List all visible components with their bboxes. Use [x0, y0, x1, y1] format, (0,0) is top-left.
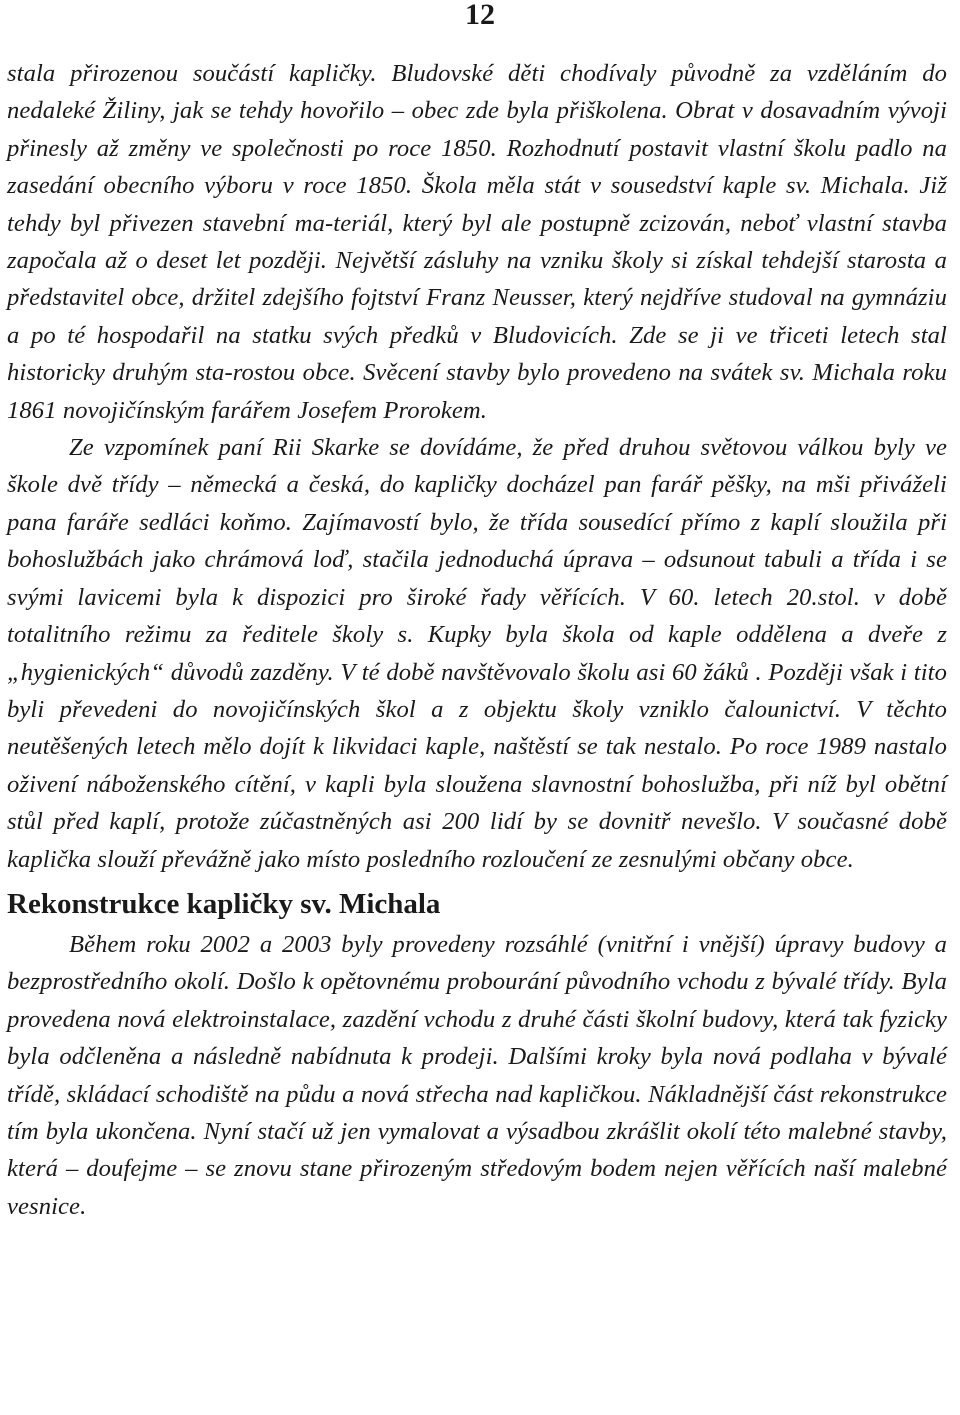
section-heading-reconstruction: Rekonstrukce kapličky sv. Michala [7, 887, 441, 920]
page-number: 12 [465, 0, 495, 31]
paragraph-memories: Ze vzpomínek paní Rii Skarke se dovídáme, že před druhou světovou válkou byly ve škole dvě třídy – německá a česká, do kapličky docházel pan farář pěšky, na mši přiváželi pana faráře sedláci koňmo. Zajímavostí bylo, že třída sousedící přímo z kaplí sloužila při bohoslužbách jako chrámová loď, stačila jednoduchá úprava – odsunout tabuli a třída i se svými lavicemi byla k dispozici pro široké řady věřících. V 60. letech 20.stol. v době totalitního režimu za ředitele školy s. Kupky byla škola od kaple oddělena a dveře z „hygienických“ důvodů zazděny. V té době navštěvovalo školu asi 60 žáků . Později však i tito byli převedeni do novojičínských škol a z objektu školy vzniklo čalounictví. V těchto neutěšených letech mělo dojít k likvidaci kaple, naštěstí se tak nestalo. Po roce 1989 nastalo oživení náboženského cítění, v kapli byla sloužena slavnostní bohoslužba, při níž byl obětní stůl před kaplí, protože zúčastněných asi 200 lidí by se dovnitř nevešlo. V současné době kaplička slouží převážně jako místo posledního rozloučení ze zesnulými občany obce. [7, 434, 947, 873]
document-body [7, 55, 947, 1225]
paragraph-school-history: stala přirozenou součástí kapličky. Bludovské děti chodívaly původně za vzděláním do nedaleké Žiliny, jak se tehdy hovořilo – obec zde byla přiškolena. Obrat v dosavadním vývoji přinesly až změny ve společnosti po roce 1850. Rozhodnutí postavit vlastní školu padlo na zasedání obecního výboru v roce 1850. Škola měla stát v sousedství kaple sv. Michala. Již tehdy byl přivezen stavební ma-teriál, který byl ale postupně zcizován, neboť vlastní stavba započala až o deset let později. Největší zásluhy na vzniku školy si získal tehdejší starosta a představitel obce, držitel zdejšího fojtství Franz Neusser, který nejdříve studoval na gymnáziu a po té hospodařil na statku svých předků v Bludovicích. Zde se ji ve třiceti letech stal historicky druhým sta-rostou obce. Svěcení stavby bylo provedeno na svátek sv. Michala roku 1861 novojičínským farářem Josefem Prorokem. [7, 60, 947, 424]
paragraph-reconstruction: Během roku 2002 a 2003 byly provedeny rozsáhlé (vnitřní i vnější) úpravy budovy a bezprostředního okolí. Došlo k opětovnému probourání původního vchodu z bývalé třídy. Byla provedena nová elektroinstalace, zazdění vchodu z druhé části školní budovy, která tak fyzicky byla odčleněna a následně nabídnuta k prodeji. Dalšími kroky byla nová podlaha v bývalé třídě, skládací schodiště na půdu a nová střecha nad kapličkou. Nákladnější část rekonstrukce tím byla ukončena. Nyní stačí už jen vymalovat a výsadbou zkrášlit okolí této malebné stavby, která – doufejme – se znovu stane přirozeným středovým bodem nejen věřících naší malebné vesnice. [7, 930, 947, 1220]
